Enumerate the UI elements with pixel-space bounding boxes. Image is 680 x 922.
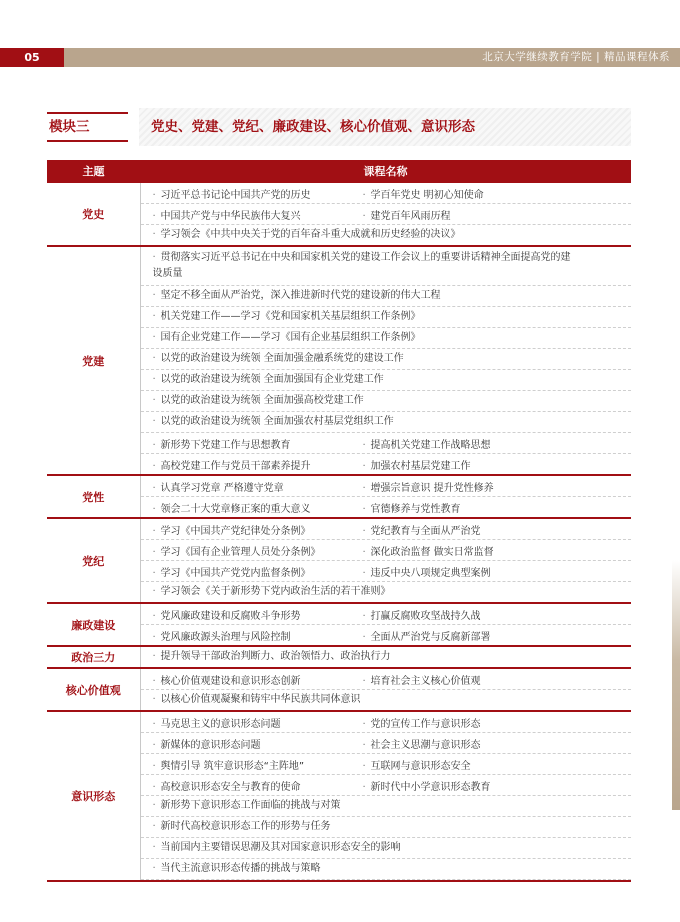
page-number: 05 <box>24 51 40 64</box>
header-bar <box>0 48 680 67</box>
course-cell <box>140 603 631 625</box>
course-item <box>141 672 363 687</box>
course-cell <box>140 540 631 561</box>
bullet-icon: · <box>362 631 366 643</box>
course-item <box>141 436 363 451</box>
bullet-icon: · <box>152 739 156 751</box>
course-title: 以党的政治建设为统领 全面加强国有企业党建工作 <box>160 374 384 385</box>
bullet-icon: · <box>152 482 156 494</box>
bullet-icon: · <box>362 482 366 494</box>
course-title: 党的宣传工作与意识形态 <box>370 718 481 730</box>
course-title: 增强宗旨意识 提升党性修养 <box>370 482 494 494</box>
course-cell <box>140 838 631 859</box>
course-title: 党风廉政源头治理与风险控制 <box>160 631 291 643</box>
course-title: 学习领会《关于新形势下党内政治生活的若干准则》 <box>160 586 391 597</box>
course-title: 新时代高校意识形态工作的形势与任务 <box>160 821 331 832</box>
course-title: 当代主流意识形态传播的挑战与策略 <box>160 863 321 874</box>
course-title: 深化政治监督 做实日常监督 <box>370 546 494 558</box>
course-item <box>363 607 613 622</box>
course-title: 舆情引导 筑牢意识形态“主阵地” <box>160 760 305 772</box>
course-title: 学习领会《中共中央关于党的百年奋斗重大成就和历史经验的决议》 <box>160 229 461 240</box>
topic-cell: 意识形态 <box>47 711 140 880</box>
table-row <box>47 182 631 204</box>
course-item <box>141 564 363 579</box>
course-item <box>141 393 632 409</box>
header-topic: 主题 <box>47 160 140 182</box>
course-item <box>363 479 613 494</box>
topic-cell: 党性 <box>47 475 140 518</box>
course-item <box>141 584 632 600</box>
bullet-icon: · <box>152 374 156 385</box>
course-cell <box>140 561 631 582</box>
bullet-icon: · <box>152 863 156 874</box>
module-title: 党史、党建、党纪、廉政建设、核心价值观、意识形态 <box>151 119 475 135</box>
course-item <box>141 692 632 708</box>
course-cell <box>140 454 631 476</box>
course-cell <box>140 582 631 604</box>
course-item <box>141 479 363 494</box>
bullet-icon: · <box>152 189 156 201</box>
course-cell <box>140 733 631 754</box>
course-cell <box>140 668 631 690</box>
course-title: 贯彻落实习近平总书记在中央和国家机关党的建设工作会议上的重要讲话精神全面提高党的建设质量 <box>152 252 571 279</box>
course-title: 国有企业党建工作——学习《国有企业基层组织工作条例》 <box>160 332 421 343</box>
course-cell <box>140 412 631 433</box>
course-cell <box>140 754 631 775</box>
bullet-icon: · <box>152 439 156 451</box>
course-title: 违反中央八项规定典型案例 <box>370 567 491 579</box>
course-cell <box>140 307 631 328</box>
course-cell <box>140 246 631 286</box>
course-cell <box>140 497 631 519</box>
course-item <box>141 288 632 304</box>
bullet-icon: · <box>152 460 156 472</box>
bullet-icon: · <box>152 760 156 772</box>
course-item <box>141 457 363 472</box>
course-item <box>141 543 363 558</box>
course-title: 提升领导干部政治判断力、政治领悟力、政治执行力 <box>160 651 391 662</box>
course-title: 以党的政治建设为统领 全面加强金融系统党的建设工作 <box>160 353 404 364</box>
course-title: 学习《中国共产党纪律处分条例》 <box>160 525 311 537</box>
table-header-row <box>47 160 631 182</box>
bullet-icon: · <box>152 252 156 263</box>
bullet-icon: · <box>152 210 156 222</box>
table-row <box>47 711 631 733</box>
topic-cell: 党史 <box>47 182 140 246</box>
bullet-icon: · <box>362 503 366 515</box>
course-item <box>141 414 632 430</box>
bullet-icon: · <box>362 781 366 793</box>
bullet-icon: · <box>152 332 156 343</box>
course-title: 党纪教育与全面从严治党 <box>370 525 481 537</box>
bullet-icon: · <box>152 353 156 364</box>
topic-cell: 核心价值观 <box>47 668 140 711</box>
course-cell <box>140 646 631 668</box>
bullet-icon: · <box>152 290 156 301</box>
course-title: 坚定不移全面从严治党，深入推进新时代党的建设新的伟大工程 <box>160 290 441 301</box>
course-title: 新形势下党建工作与思想教育 <box>160 439 291 451</box>
bullet-icon: · <box>152 229 156 240</box>
bullet-icon: · <box>362 525 366 537</box>
bullet-icon: · <box>362 189 366 201</box>
course-item <box>141 309 632 325</box>
bullet-icon: · <box>362 567 366 579</box>
module-label: 模块三 <box>47 112 128 142</box>
course-item <box>141 757 363 772</box>
course-title: 党风廉政建设和反腐败斗争形势 <box>160 610 301 622</box>
course-title: 新时代中小学意识形态教育 <box>370 781 491 793</box>
course-cell <box>140 518 631 540</box>
course-item <box>141 227 632 243</box>
table-row <box>47 603 631 625</box>
bullet-icon: · <box>152 416 156 427</box>
course-item <box>141 649 632 665</box>
module-title-box <box>139 108 631 146</box>
course-title: 提高机关党建工作战略思想 <box>370 439 491 451</box>
course-title: 新形势下意识形态工作面临的挑战与对策 <box>160 800 341 811</box>
course-title: 高校意识形态安全与教育的使命 <box>160 781 301 793</box>
topic-cell: 党建 <box>47 246 140 475</box>
course-cell <box>140 349 631 370</box>
bullet-icon: · <box>362 546 366 558</box>
topic-cell: 政治三力 <box>47 646 140 668</box>
course-cell <box>140 328 631 349</box>
course-title: 当前国内主要错误思潮及其对国家意识形态安全的影响 <box>160 842 401 853</box>
course-title: 核心价值观建设和意识形态创新 <box>160 675 301 687</box>
course-title: 以核心价值观凝聚和铸牢中华民族共同体意识 <box>160 694 361 705</box>
course-title: 学百年党史 明初心知使命 <box>370 189 484 201</box>
topic-cell: 廉政建设 <box>47 603 140 646</box>
course-item <box>141 351 632 367</box>
bullet-icon: · <box>362 610 366 622</box>
bullet-icon: · <box>362 760 366 772</box>
course-cell <box>140 775 631 796</box>
course-table-wrapper <box>47 160 631 880</box>
course-cell <box>140 370 631 391</box>
table-bottom-rule <box>47 880 631 882</box>
course-item <box>363 543 613 558</box>
course-title: 建党百年风雨历程 <box>370 210 451 222</box>
bullet-icon: · <box>152 694 156 705</box>
course-title: 学习《国有企业管理人员处分条例》 <box>160 546 321 558</box>
course-title: 高校党建工作与党员干部素养提升 <box>160 460 311 472</box>
course-cell <box>140 796 631 817</box>
course-title: 打赢反腐败攻坚战持久战 <box>370 610 481 622</box>
course-item <box>141 840 632 856</box>
course-item <box>141 819 632 835</box>
header-course: 课程名称 <box>140 160 631 182</box>
course-item <box>363 736 613 751</box>
course-item <box>363 628 613 643</box>
bullet-icon: · <box>152 586 156 597</box>
course-item <box>141 372 632 388</box>
bullet-icon: · <box>362 210 366 222</box>
course-title: 全面从严治党与反腐新部署 <box>370 631 491 643</box>
course-cell <box>140 204 631 225</box>
course-item <box>363 436 613 451</box>
course-title: 互联网与意识形态安全 <box>370 760 471 772</box>
bullet-icon: · <box>362 739 366 751</box>
course-title: 新媒体的意识形态问题 <box>160 739 261 751</box>
course-item <box>141 715 363 730</box>
bullet-icon: · <box>152 842 156 853</box>
bullet-icon: · <box>362 439 366 451</box>
bullet-icon: · <box>152 718 156 730</box>
course-cell <box>140 475 631 497</box>
bullet-icon: · <box>362 675 366 687</box>
bullet-icon: · <box>152 610 156 622</box>
course-item <box>141 861 632 877</box>
course-item <box>141 628 363 643</box>
course-item <box>363 500 613 515</box>
course-item <box>363 522 613 537</box>
course-item <box>363 715 613 730</box>
decorative-edge <box>672 560 680 810</box>
course-item <box>363 672 613 687</box>
course-title: 以党的政治建设为统领 全面加强高校党建工作 <box>160 395 364 406</box>
course-cell <box>140 391 631 412</box>
course-cell <box>140 711 631 733</box>
bullet-icon: · <box>152 781 156 793</box>
table-row <box>47 246 631 286</box>
course-title: 培育社会主义核心价值观 <box>370 675 481 687</box>
topic-cell: 党纪 <box>47 518 140 603</box>
course-table <box>47 160 631 880</box>
course-cell <box>140 859 631 880</box>
course-title: 加强农村基层党建工作 <box>370 460 471 472</box>
course-item <box>363 207 613 222</box>
course-item <box>363 564 613 579</box>
table-row <box>47 668 631 690</box>
course-item <box>141 500 363 515</box>
course-item <box>141 736 363 751</box>
course-cell <box>140 225 631 247</box>
course-title: 马克思主义的意识形态问题 <box>160 718 281 730</box>
course-item <box>141 607 363 622</box>
course-item <box>141 778 363 793</box>
bullet-icon: · <box>362 460 366 472</box>
course-title: 以党的政治建设为统领 全面加强农村基层党组织工作 <box>160 416 394 427</box>
course-item <box>141 250 632 282</box>
bullet-icon: · <box>152 651 156 662</box>
bullet-icon: · <box>152 395 156 406</box>
bullet-icon: · <box>152 567 156 579</box>
course-title: 认真学习党章 严格遵守党章 <box>160 482 284 494</box>
course-item <box>363 457 613 472</box>
module-heading <box>47 108 631 146</box>
course-item <box>141 207 363 222</box>
bullet-icon: · <box>152 546 156 558</box>
bullet-icon: · <box>152 821 156 832</box>
bullet-icon: · <box>152 675 156 687</box>
course-item <box>363 778 613 793</box>
bullet-icon: · <box>152 800 156 811</box>
table-row <box>47 518 631 540</box>
course-cell <box>140 286 631 307</box>
table-row <box>47 475 631 497</box>
course-title: 领会二十大党章修正案的重大意义 <box>160 503 311 515</box>
course-item <box>141 330 632 346</box>
course-cell <box>140 625 631 647</box>
table-body <box>47 182 631 880</box>
bullet-icon: · <box>362 718 366 730</box>
bullet-icon: · <box>152 525 156 537</box>
course-title: 社会主义思潮与意识形态 <box>370 739 481 751</box>
table-row <box>47 646 631 668</box>
course-title: 机关党建工作——学习《党和国家机关基层组织工作条例》 <box>160 311 421 322</box>
bullet-icon: · <box>152 311 156 322</box>
course-item <box>363 757 613 772</box>
course-title: 中国共产党与中华民族伟大复兴 <box>160 210 301 222</box>
course-cell <box>140 690 631 712</box>
course-cell <box>140 817 631 838</box>
course-item <box>141 186 363 201</box>
course-title: 习近平总书记论中国共产党的历史 <box>160 189 311 201</box>
running-title: 北京大学继续教育学院 | 精品课程体系 <box>482 51 670 63</box>
course-cell <box>140 182 631 204</box>
bullet-icon: · <box>152 631 156 643</box>
course-item <box>141 522 363 537</box>
bullet-icon: · <box>152 503 156 515</box>
course-item <box>141 798 632 814</box>
course-item <box>363 186 613 201</box>
course-title: 学习《中国共产党党内监督条例》 <box>160 567 311 579</box>
course-title: 官德修养与党性教育 <box>370 503 461 515</box>
course-cell <box>140 433 631 454</box>
